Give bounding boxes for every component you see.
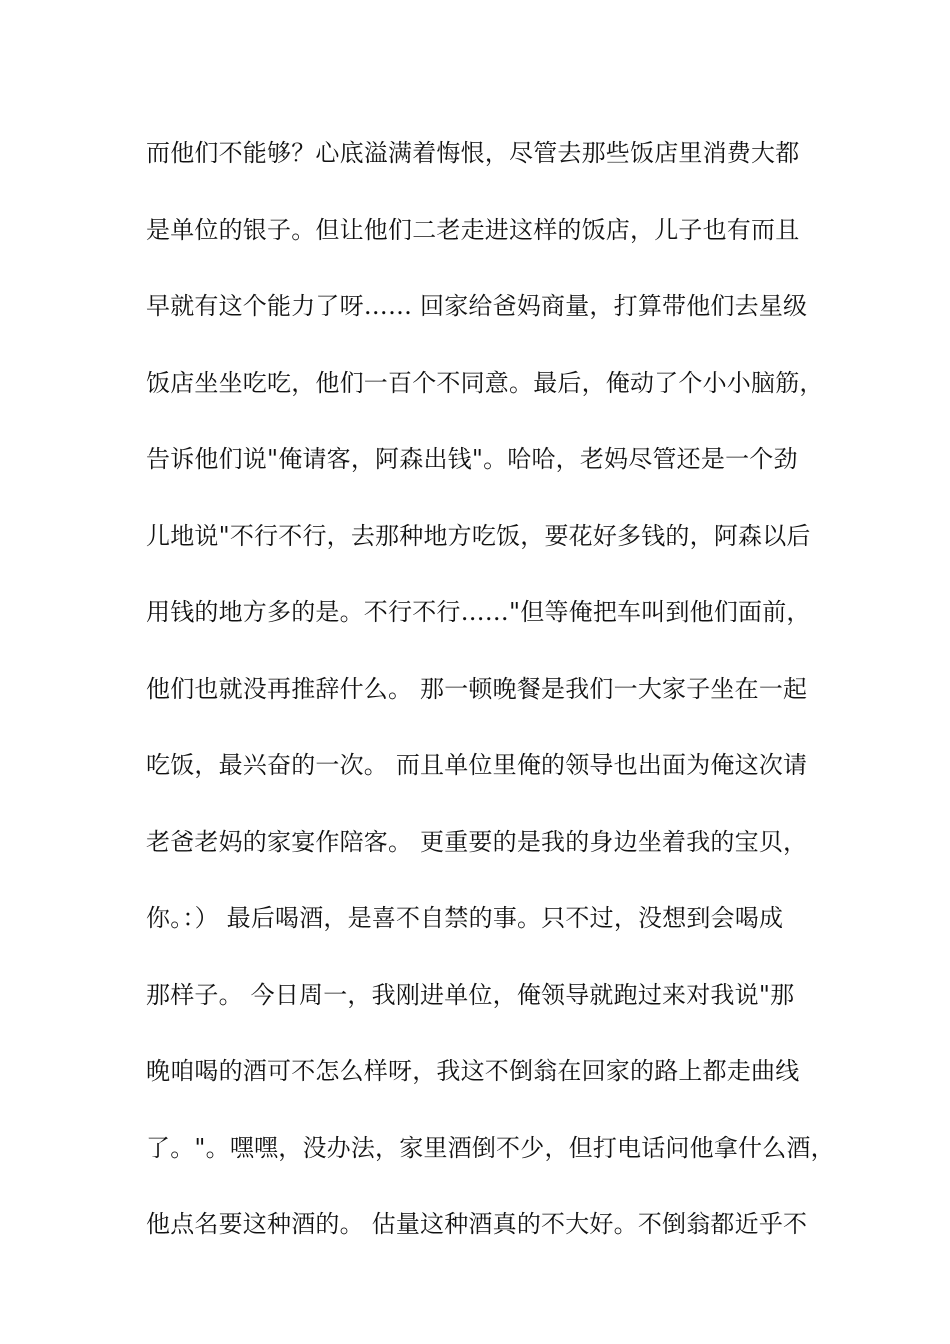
text-line: 而他们不能够？心底溢满着悔恨，尽管去那些饭店里消费大都: [146, 139, 800, 167]
text-line: 那样子。 今日周一，我刚进单位，俺领导就跑过来对我说"那: [146, 980, 795, 1009]
text-line: 他们也就没再推辞什么。 那一顿晚餐是我们一大家子坐在一起: [146, 674, 808, 703]
text-line: 你。：） 最后喝酒，是喜不自禁的事。只不过，没想到会喝成: [146, 904, 784, 932]
text-line: 老爸老妈的家宴作陪客。 更重要的是我的身边坐着我的宝贝，: [146, 827, 808, 856]
text-line: 用钱的地方多的是。不行不行……"但等俺把车叫到他们面前，: [146, 598, 811, 626]
body-text: [146, 130, 835, 1278]
text-line: 了。"。嘿嘿，没办法，家里酒倒不少，但打电话问他拿什么酒，: [146, 1133, 835, 1162]
text-line: 晚咱喝的酒可不怎么样呀，我这不倒翁在回家的路上都走曲线: [146, 1057, 800, 1085]
text-line: 饭店坐坐吃吃，他们一百个不同意。最后，俺动了个小小脑筋，: [146, 368, 824, 397]
text-line: 是单位的银子。但让他们二老走进这样的饭店，儿子也有而且: [146, 215, 800, 244]
text-line: 早就有这个能力了呀…… 回家给爸妈商量，打算带他们去星级: [146, 292, 808, 320]
text-line: 吃饭，最兴奋的一次。 而且单位里俺的领导也出面为俺这次请: [146, 751, 808, 779]
text-line: 儿地说"不行不行，去那种地方吃饭，要花好多钱的，阿森以后: [146, 521, 811, 550]
text-line: 告诉他们说"俺请客，阿森出钱"。哈哈，老妈尽管还是一个劲: [146, 445, 798, 473]
text-line: 他点名要这种酒的。 估量这种酒真的不大好。不倒翁都近乎不: [146, 1210, 808, 1238]
